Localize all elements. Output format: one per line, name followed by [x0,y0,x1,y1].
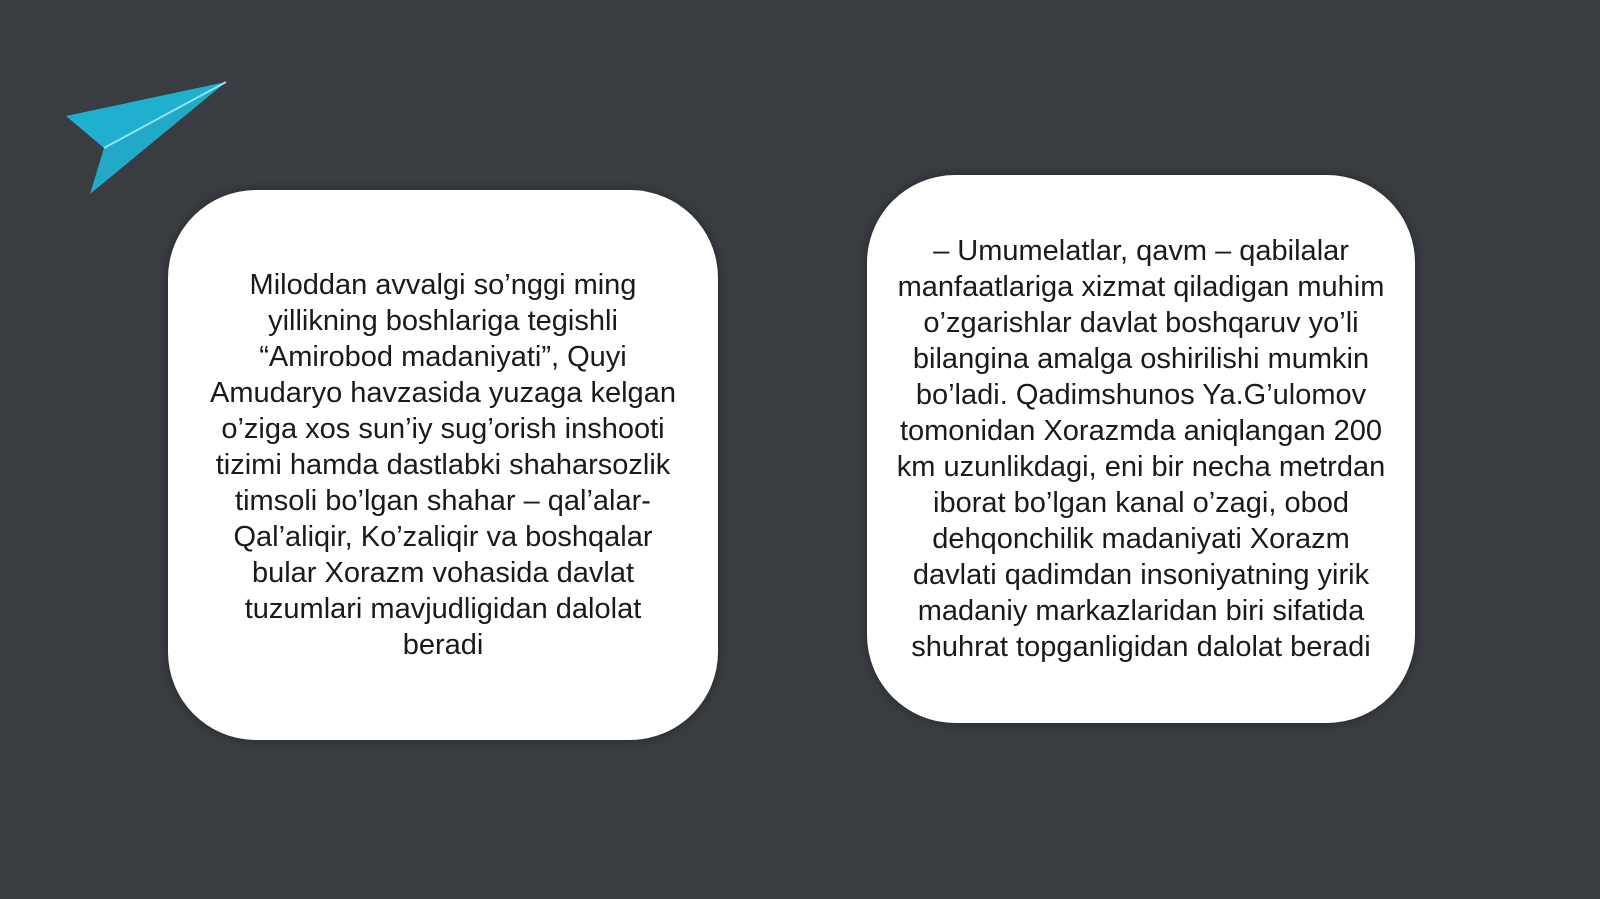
card-right-text: – Umumelatlar, qavm – qabilalar manfaatlariga xizmat qiladigan muhim o’zgarishlar davlat boshqaruv yo’li bilangina amalga oshirilishi mumkin bo’ladi. Qadimshunos Ya.G’ulomov tomonidan Xorazmda aniqlangan 200 km uzunlikdagi, eni bir necha metrdan iborat bo’lgan kanal o’zagi, obod dehqonchilik madaniyati Xorazm davlati qadimdan insoniyatning yirik madaniy markazlaridan biri sifatida shuhrat topganligidan dalolat beradi [896,235,1386,663]
text-card-right [867,175,1415,723]
card-left-text: Miloddan avvalgi so’nggi ming yillikning boshlariga tegishli “Amirobod madaniyati”, Quyi Amudaryo havzasida yuzaga kelgan o’ziga xos sun’iy sug’orish inshooti tizimi hamda dastlabki shaharsozlik timsoli bo’lgan shahar – qal’alar- Qal’aliqir, Ko’zaliqir va boshqalar bular Xorazm vohasida davlat tuzumlari mavjudligidan dalolat beradi [210,269,676,661]
text-card-left [168,190,718,740]
paper-plane-icon [66,80,230,196]
